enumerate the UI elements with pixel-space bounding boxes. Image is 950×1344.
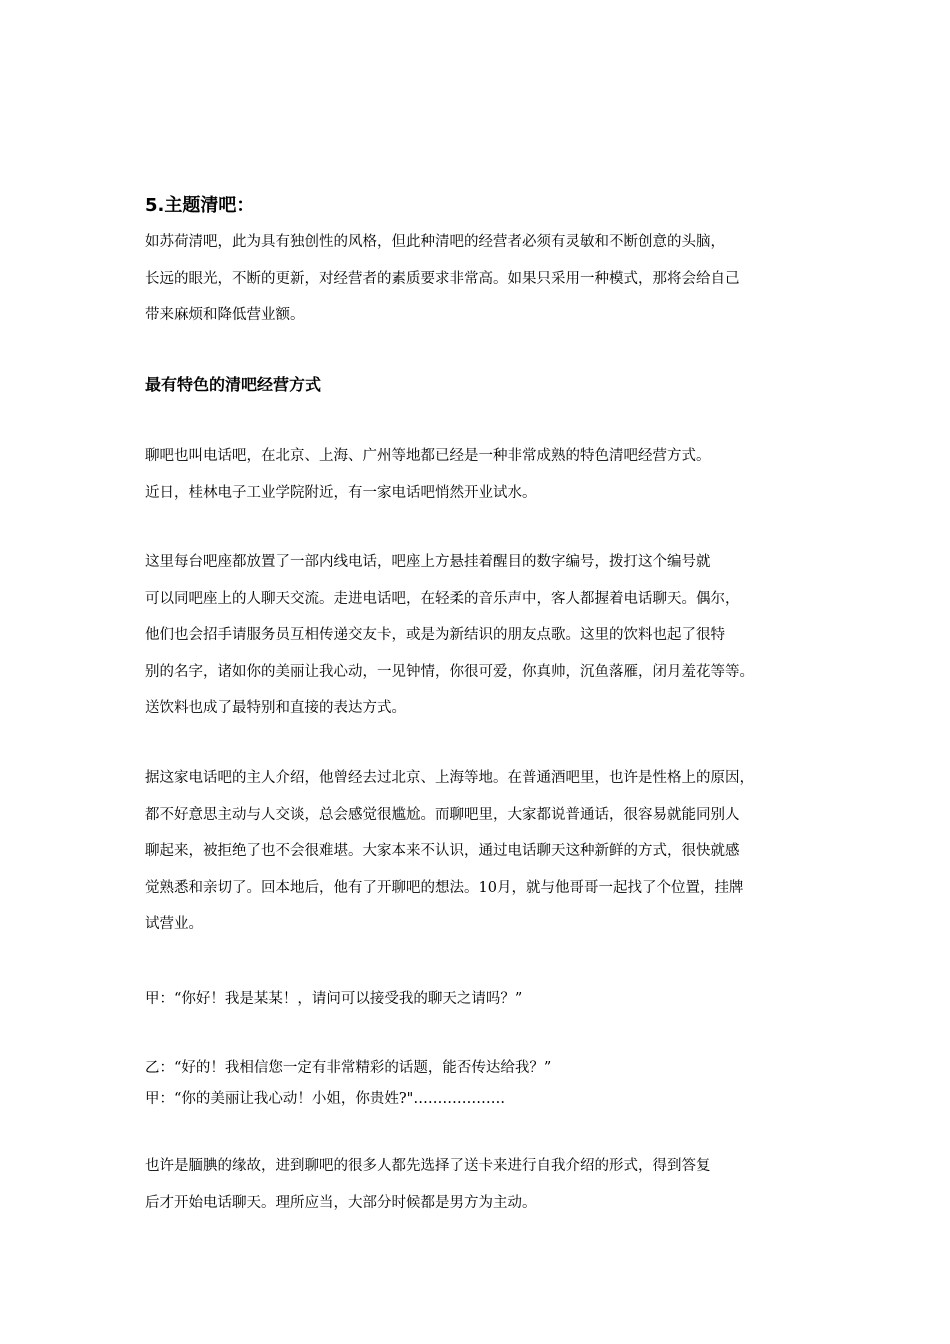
dialogue-line-b: 乙：“好的！我相信您一定有非常精彩的话题，能否传达给我？” xyxy=(145,1060,552,1076)
text-line: 后才开始电话聊天。理所应当，大部分时候都是男方为主动。 xyxy=(145,1194,537,1211)
text-line: 据这家电话吧的主人介绍，他曾经去过北京、上海等地。在普通酒吧里，也许是性格上的原因， xyxy=(145,770,754,786)
paragraph-intro xyxy=(145,438,815,511)
text-line: 试营业。 xyxy=(145,916,203,932)
text-line: 别的名字，诸如你的美丽让我心动，一见钟情，你很可爱，你真帅，沉鱼落雁，闭月羞花等等。 xyxy=(145,663,754,680)
dialogue-line-c: 甲：“你的美丽让我心动！小姐，你贵姓?"………………. xyxy=(145,1091,505,1107)
text-line: 聊吧也叫电话吧，在北京、上海、广州等地都已经是一种非常成熟的特色清吧经营方式。 xyxy=(145,448,711,464)
text-line: 可以同吧座上的人聊天交流。走进电话吧，在轻柔的音乐声中，客人都握着电话聊天。偶尔， xyxy=(145,590,740,607)
text-line: 近日，桂林电子工业学院附近，有一家电话吧悄然开业试水。 xyxy=(145,484,537,501)
paragraph-theme xyxy=(145,224,815,334)
text-line: 长远的眼光，不断的更新，对经营者的素质要求非常高。如果只采用一种模式，那将会给自己 xyxy=(145,270,740,287)
text-line: 他们也会招手请服务员互相传递交友卡，或是为新结识的朋友点歌。这里的饮料也起了很特 xyxy=(145,627,725,643)
paragraph-owner xyxy=(145,760,815,943)
text-line: 也许是腼腆的缘故，进到聊吧的很多人都先选择了送卡来进行自我介绍的形式，得到答复 xyxy=(145,1158,711,1174)
text-line: 都不好意思主动与人交谈，总会感觉很尴尬。而聊吧里，大家都说普通话，很容易就能同别人 xyxy=(145,806,740,823)
text-line: 觉熟悉和亲切了。回本地后，他有了开聊吧的想法。10月，就与他哥哥一起找了个位置，挂牌 xyxy=(145,879,744,896)
dialogue-line-a: 甲：“你好！我是某某！，请问可以接受我的聊天之请吗？” xyxy=(145,991,523,1007)
text-line: 聊起来，被拒绝了也不会很难堪。大家本来不认识，通过电话聊天这种新鲜的方式，很快就感 xyxy=(145,843,740,859)
paragraph-end xyxy=(145,1148,815,1221)
text-line: 带来麻烦和降低营业额。 xyxy=(145,307,305,323)
text-line: 如苏荷清吧，此为具有独创性的风格，但此种清吧的经营者必须有灵敏和不断创意的头脑， xyxy=(145,234,725,250)
text-line: 这里每台吧座都放置了一部内线电话，吧座上方悬挂着醒目的数字编号，拨打这个编号就 xyxy=(145,554,711,570)
paragraph-description xyxy=(145,544,815,727)
text-line: 送饮料也成了最特别和直接的表达方式。 xyxy=(145,700,406,716)
section-heading-theme-bar: 5.主题清吧： xyxy=(145,195,255,216)
section-heading-special: 最有特色的清吧经营方式 xyxy=(145,375,322,394)
